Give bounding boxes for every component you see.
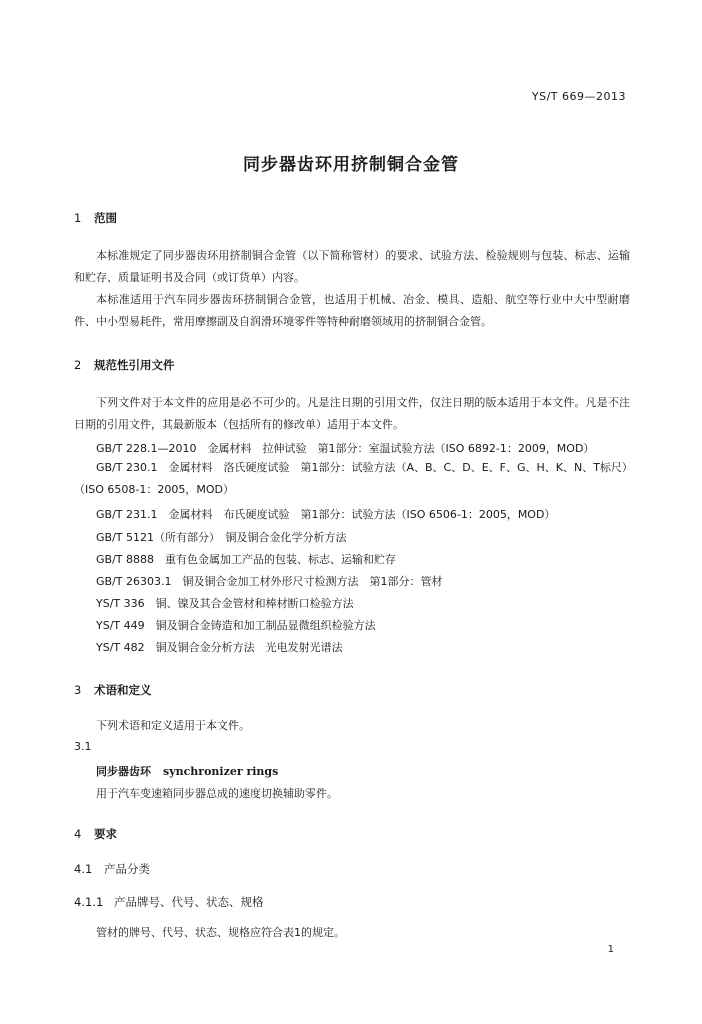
section-3-heading (74, 682, 152, 698)
scope-paragraph-2: 本标准适用于汽车同步器齿环挤制铜合金管，也适用于机械、冶金、模具、造船、航空等行业中大中型耐磨件、中小型易耗件，常用摩擦副及自润滑环境零件等特种耐磨领域用的挤制铜合金管。 (74, 293, 630, 328)
reference-item: YS/T 336 铜、镍及其合金管材和棒材断口检验方法 (96, 597, 354, 610)
page-number: 1 (607, 944, 614, 955)
section-title: 术语和定义 (94, 683, 152, 697)
term-chinese: 同步器齿环 (96, 765, 151, 778)
reference-item: GB/T 228.1—2010 金属材料 拉伸试验 第1部分：室温试验方法（ISO 6892-1：2009，MOD） (96, 442, 595, 455)
section-number: 1 (74, 211, 82, 225)
section-number: 2 (74, 358, 82, 372)
reference-item: GB/T 230.1 金属材料 洛氏硬度试验 第1部分：试验方法（A、B、C、D、E、F、G、H、K、N、T标尺）（ISO 6508-1：2005，MOD） (74, 461, 628, 496)
classification-text: 管材的牌号、代号、状态、规格应符合表1的规定。 (96, 926, 345, 939)
section-4-heading (74, 826, 117, 842)
references-intro: 下列文件对于本文件的应用是必不可少的。凡是注日期的引用文件，仅注日期的版本适用于本文件。凡是不注日期的引用文件，其最新版本（包括所有的修改单）适用于本文件。 (74, 396, 630, 431)
reference-item: GB/T 26303.1 铜及铜合金加工材外形尺寸检测方法 第1部分：管材 (96, 575, 443, 588)
section-title: 规范性引用文件 (94, 358, 175, 372)
section-number: 4.1.1 (74, 895, 104, 909)
subclause-number: 3.1 (74, 740, 92, 753)
reference-item: GB/T 5121（所有部分） 铜及铜合金化学分析方法 (96, 531, 347, 544)
section-number: 4 (74, 827, 82, 841)
section-number: 3 (74, 683, 82, 697)
term-english: synchronizer rings (163, 765, 279, 778)
section-title: 要求 (94, 827, 117, 841)
document-title: 同步器齿环用挤制铜合金管 (243, 155, 459, 175)
standard-code: YS/T 669—2013 (531, 90, 626, 103)
section-title: 产品牌号、代号、状态、规格 (114, 895, 264, 909)
reference-item: GB/T 231.1 金属材料 布氏硬度试验 第1部分：试验方法（ISO 6506-1：2005，MOD） (96, 508, 556, 521)
reference-item: YS/T 482 铜及铜合金分析方法 光电发射光谱法 (96, 641, 343, 654)
term-definition: 用于汽车变速箱同步器总成的速度切换辅助零件。 (96, 787, 338, 800)
section-number: 4.1 (74, 862, 93, 876)
reference-item: GB/T 8888 重有色金属加工产品的包装、标志、运输和贮存 (96, 553, 396, 566)
section-title: 产品分类 (104, 862, 150, 876)
section-1-heading (74, 210, 117, 226)
section-4-1-heading (74, 861, 150, 877)
section-2-heading (74, 357, 175, 373)
section-title: 范围 (94, 211, 117, 225)
terms-intro: 下列术语和定义适用于本文件。 (96, 719, 250, 732)
reference-item: YS/T 449 铜及铜合金铸造和加工制品显微组织检验方法 (96, 619, 376, 632)
term-entry (96, 763, 278, 779)
scope-paragraph-1: 本标准规定了同步器齿环用挤制铜合金管（以下简称管材）的要求、试验方法、检验规则与包装、标志、运输和贮存、质量证明书及合同（或订货单）内容。 (74, 249, 630, 284)
section-4-1-1-heading (74, 894, 264, 910)
